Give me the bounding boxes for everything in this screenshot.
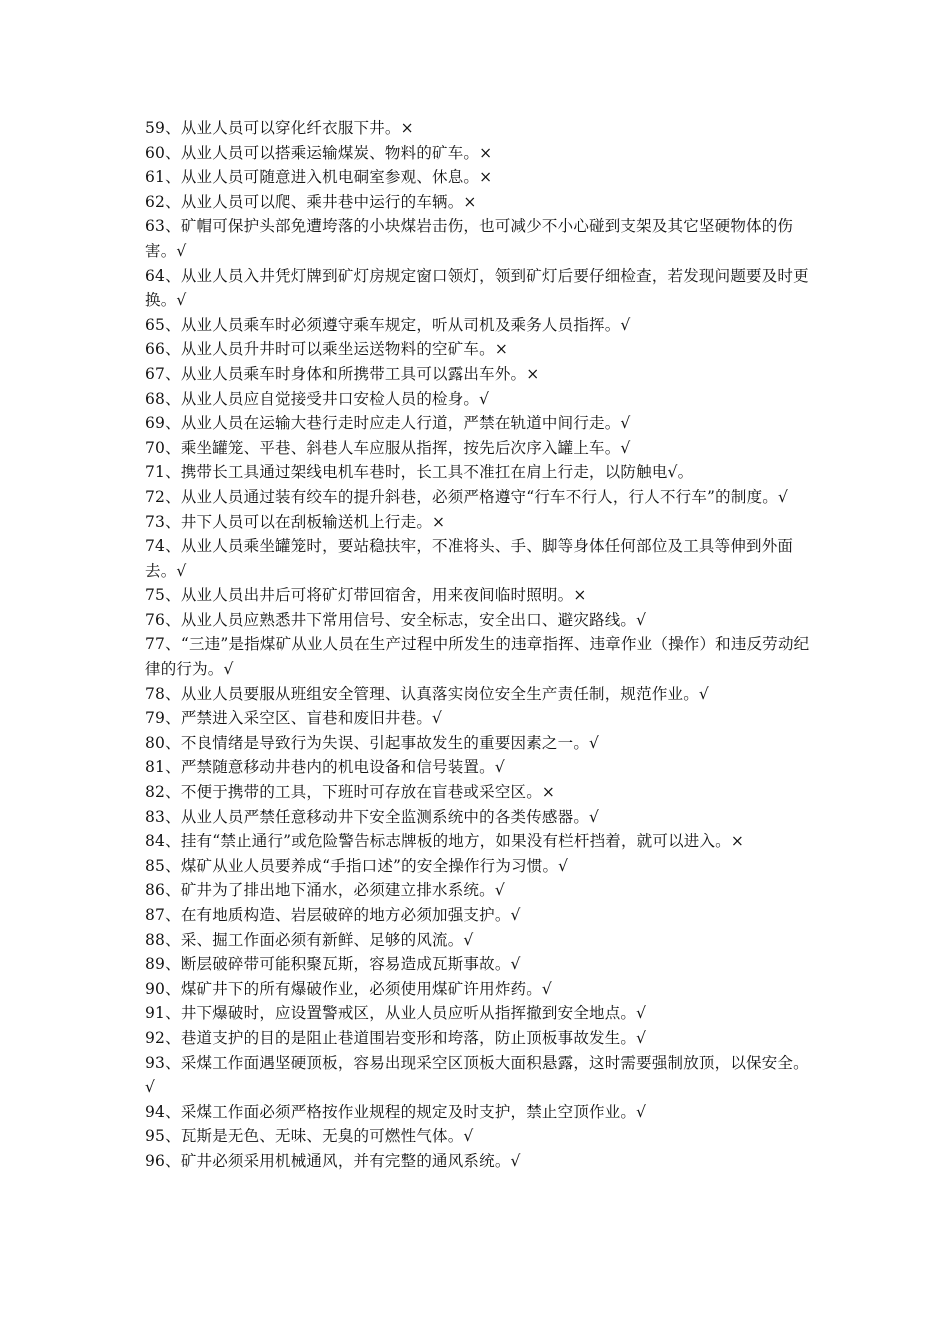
list-item: 65、从业人员乘车时必须遵守乘车规定，听从司机及乘务人员指挥。√ [145, 315, 631, 334]
list-item: 96、矿井必须采用机械通风，并有完整的通风系统。√ [145, 1151, 521, 1170]
list-item: 94、采煤工作面必须严格按作业规程的规定及时支护，禁止空顶作业。√ [145, 1102, 647, 1121]
list-item: 90、煤矿井下的所有爆破作业，必须使用煤矿许用炸药。√ [145, 979, 553, 998]
list-item: 87、在有地质构造、岩层破碎的地方必须加强支护。√ [145, 906, 521, 924]
list-item: 68、从业人员应自觉接受井口安检人员的检身。√ [145, 389, 490, 408]
list-item: 59、从业人员可以穿化纤衣服下井。× [145, 119, 414, 137]
list-item: 82、不便于携带的工具，下班时可存放在盲巷或采空区。× [145, 783, 556, 802]
list-item: 76、从业人员应熟悉井下常用信号、安全标志，安全出口、避灾路线。√ [145, 610, 647, 629]
list-item: 80、不良情绪是导致行为失误、引起事故发生的重要因素之一。√ [145, 733, 600, 752]
list-item: 95、瓦斯是无色、无味、无臭的可燃性气体。√ [145, 1127, 474, 1146]
list-item: 63、矿帽可保护头部免遭垮落的小块煤岩击伤，也可减少不小心碰到支架及其它坚硬物体的伤害。√ [145, 217, 794, 260]
list-item: 78、从业人员要服从班组安全管理、认真落实岗位安全生产责任制，规范作业。√ [145, 684, 710, 703]
list-item: 85、煤矿从业人员要养成“手指口述”的安全操作行为习惯。√ [145, 856, 569, 875]
list-item: 93、采煤工作面遇坚硬顶板，容易出现采空区顶板大面积悬露，这时需要强制放顶，以保安全。√ [145, 1053, 809, 1097]
list-item: 79、严禁进入采空区、盲巷和废旧井巷。√ [145, 709, 443, 728]
list-item: 64、从业人员入井凭灯牌到矿灯房规定窗口领灯，领到矿灯后要仔细检查，若发现问题要及时更换。√ [145, 266, 809, 310]
list-item: 70、乘坐罐笼、平巷、斜巷人车应服从指挥，按先后次序入罐上车。√ [145, 438, 631, 457]
list-item: 71、携带长工具通过架线电机车巷时，长工具不准扛在肩上行走，以防触电√。 [145, 463, 694, 482]
list-item: 77、“三违”是指煤矿从业人员在生产过程中所发生的违章指挥、违章作业（操作）和违反劳动纪律的行为。√ [145, 635, 810, 679]
list-item: 86、矿井为了排出地下涌水，必须建立排水系统。√ [145, 881, 505, 900]
question-list [145, 116, 810, 1174]
list-item: 81、严禁随意移动井巷内的机电设备和信号装置。√ [145, 758, 505, 777]
list-item: 69、从业人员在运输大巷行走时应走人行道，严禁在轨道中间行走。√ [145, 414, 631, 433]
list-item: 66、从业人员升井时可以乘坐运送物料的空矿车。× [145, 340, 509, 359]
list-item: 89、断层破碎带可能积聚瓦斯，容易造成瓦斯事故。√ [145, 955, 521, 974]
list-item: 74、从业人员乘坐罐笼时，要站稳扶牢，不准将头、手、脚等身体任何部位及工具等伸到外面去。√ [145, 537, 794, 580]
list-item: 84、挂有“禁止通行”或危险警告标志牌板的地方，如果没有栏杆挡着，就可以进入。× [145, 832, 745, 851]
list-item: 60、从业人员可以搭乘运输煤炭、物料的矿车。× [145, 143, 493, 162]
list-item: 91、井下爆破时，应设置警戒区，从业人员应听从指挥撤到安全地点。√ [145, 1004, 647, 1023]
list-item: 67、从业人员乘车时身体和所携带工具可以露出车外。× [145, 364, 540, 383]
list-item: 75、从业人员出井后可将矿灯带回宿舍，用来夜间临时照明。× [145, 586, 587, 605]
list-item: 72、从业人员通过装有绞车的提升斜巷，必须严格遵守“行车不行人，行人不行车”的制度。√ [145, 487, 789, 506]
list-item: 73、井下人员可以在刮板输送机上行走。× [145, 512, 446, 531]
list-item: 61、从业人员可随意进入机电硐室参观、休息。× [145, 168, 493, 187]
list-item: 88、采、掘工作面必须有新鲜、足够的风流。√ [145, 930, 474, 949]
list-item: 83、从业人员严禁任意移动井下安全监测系统中的各类传感器。√ [145, 807, 600, 826]
list-item: 62、从业人员可以爬、乘井巷中运行的车辆。× [145, 192, 477, 211]
list-item: 92、巷道支护的目的是阻止巷道围岩变形和垮落，防止顶板事故发生。√ [145, 1028, 647, 1047]
